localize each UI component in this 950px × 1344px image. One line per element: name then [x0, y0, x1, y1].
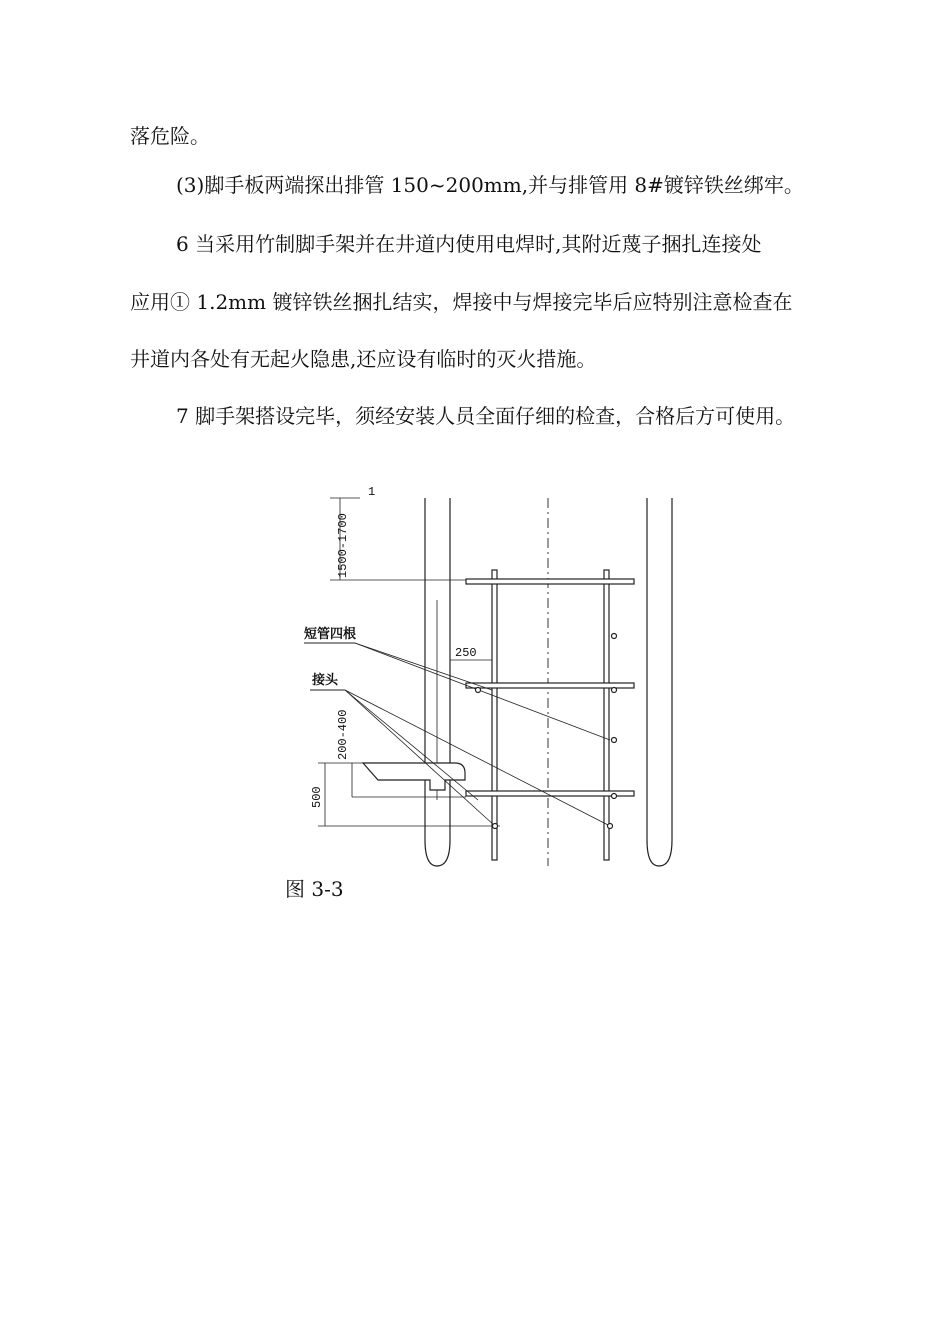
paragraph-line-3: 6 当采用竹制脚手架并在井道内使用电焊时,其附近蔑子捆扎连接处	[176, 232, 762, 256]
paragraph-line-4: 应用① 1.2mm 镀锌铁丝捆扎结实，焊接中与焊接完毕后应特别注意检查在	[130, 290, 793, 314]
figure-caption: 图 3-3	[285, 877, 344, 901]
label-short-tubes: 短管四根	[304, 627, 357, 642]
paragraph-line-5: 井道内各处有无起火隐患,还应设有临时的灭火措施。	[130, 347, 597, 371]
pole-left	[492, 570, 497, 860]
paragraph-line-6: 7 脚手架搭设完毕，须经安装人员全面仔细的检查，合格后方可使用。	[176, 404, 796, 428]
pole-right	[604, 570, 609, 860]
dim-500: 500	[310, 786, 324, 808]
scaffold-diagram	[296, 480, 696, 880]
dim-250: 250	[455, 646, 477, 660]
paragraph-line-1: 落危险。	[130, 124, 210, 148]
label-joint: 接头	[312, 673, 339, 688]
pipe-level-2	[466, 683, 634, 688]
pipe-level-1	[466, 579, 634, 584]
left-wall	[425, 498, 450, 866]
mark-1: 1	[368, 485, 376, 499]
paragraph-line-2: (3)脚手板两端探出排管 150~200mm,并与排管用 8#镀锌铁丝绑牢。	[176, 173, 804, 197]
right-wall	[647, 498, 672, 866]
dim-1500-1700: 1500-1700	[336, 513, 350, 578]
dim-200-400: 200-400	[336, 709, 350, 760]
